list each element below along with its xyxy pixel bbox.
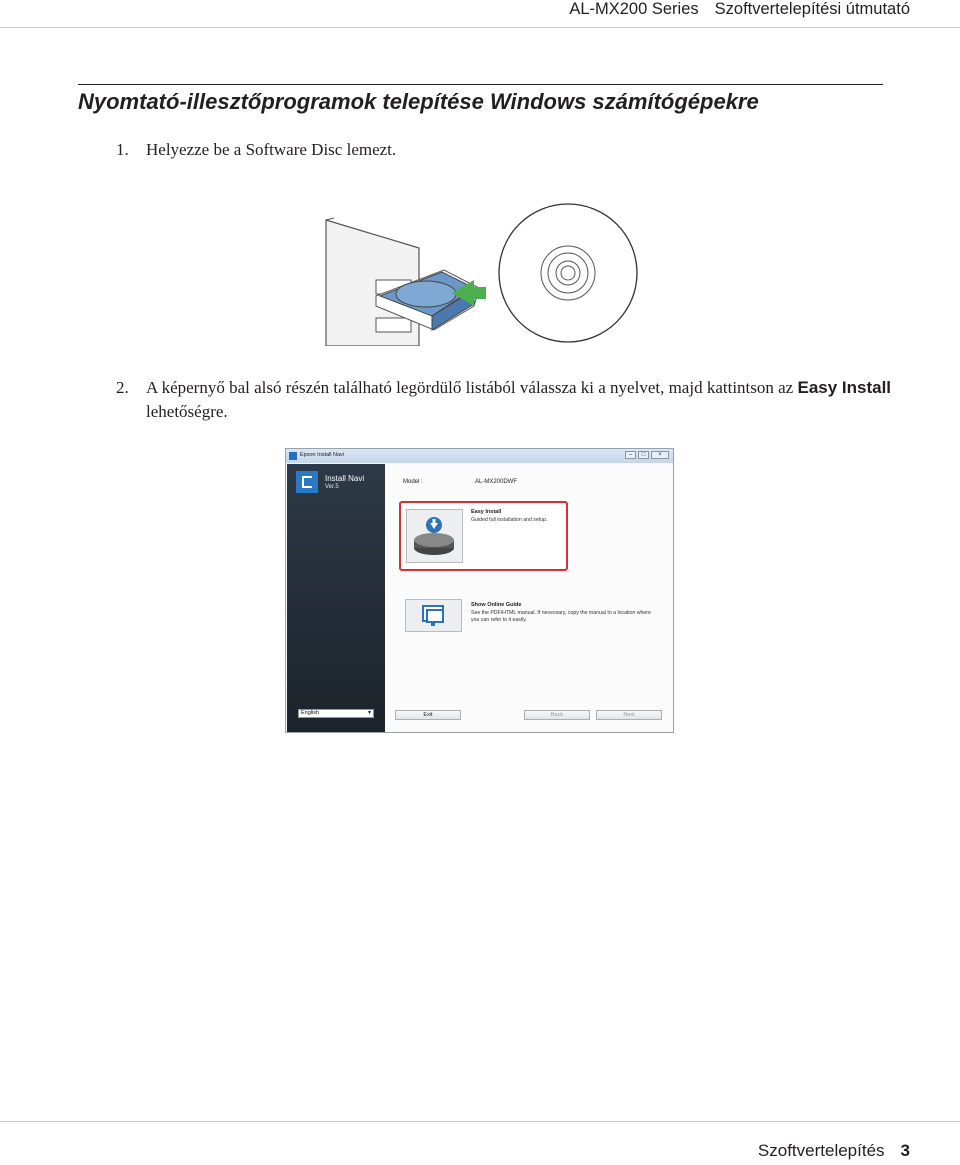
- epson-logo-icon: [296, 471, 318, 493]
- app-name: Install Navi: [325, 474, 365, 483]
- step-2-text-after: lehetőségre.: [146, 402, 228, 421]
- app-icon: [289, 452, 297, 460]
- header-product: AL-MX200 Series: [569, 0, 699, 18]
- step-1-text: Helyezze be a Software Disc lemezt.: [146, 140, 397, 159]
- install-disk-icon: [406, 509, 463, 563]
- maximize-icon[interactable]: □: [638, 451, 649, 459]
- computer-drive-illustration: [326, 218, 479, 346]
- window-titlebar: [286, 449, 673, 463]
- model-value: AL-MX200DWF: [475, 479, 518, 485]
- section-title: Nyomtató-illesztőprogramok telepítése Windows számítógépekre: [78, 89, 759, 114]
- back-button[interactable]: Back: [524, 710, 590, 720]
- installer-sidebar: [287, 464, 385, 732]
- disc-insert-illustration: [324, 200, 639, 346]
- cd-disc-icon: [499, 204, 637, 342]
- installer-window: [285, 448, 674, 733]
- chevron-down-icon: ▼: [367, 710, 372, 716]
- page-number: 3: [900, 1141, 910, 1160]
- footer-rule: [0, 1121, 960, 1122]
- easy-install-option[interactable]: [399, 501, 568, 571]
- header-doc-title: Szoftvertelepítési útmutató: [714, 0, 910, 18]
- footer-section: Szoftvertelepítés: [757, 1141, 885, 1160]
- window-title: Epson Install Navi: [300, 452, 345, 458]
- language-select[interactable]: [298, 709, 374, 718]
- online-guide-title: Show Online Guide: [471, 602, 522, 608]
- step-1-number: 1.: [116, 140, 129, 159]
- next-button[interactable]: Next: [596, 710, 662, 720]
- online-guide-desc: See the PDF/HTML manual. If necessary, copy the manual to a location where you can refer to it easily.: [471, 610, 651, 623]
- easy-install-desc: Guided full installation and setup.: [471, 517, 548, 523]
- step-2-bold: Easy Install: [797, 378, 892, 397]
- installer-main-panel: [385, 464, 673, 732]
- step-2-text-before: A képernyő bal alsó részén található legördülő listából válassza ki a nyelvet, majd kattintson az: [146, 378, 794, 397]
- exit-button[interactable]: Exit: [395, 710, 461, 720]
- running-header: [569, 0, 910, 19]
- easy-install-title: Easy Install: [471, 509, 502, 515]
- step-2: [116, 376, 896, 424]
- step-2-number: 2.: [116, 378, 129, 397]
- step-2-text: [146, 376, 896, 424]
- minimize-icon[interactable]: –: [625, 451, 636, 459]
- model-label: Model :: [403, 479, 423, 485]
- running-footer: [758, 1141, 910, 1161]
- language-value: English: [301, 710, 320, 716]
- header-rule: [0, 27, 960, 28]
- close-icon[interactable]: ×: [651, 451, 669, 459]
- section-rule: [78, 84, 883, 85]
- app-version: Ver.5: [325, 484, 339, 490]
- online-guide-icon[interactable]: [405, 599, 462, 632]
